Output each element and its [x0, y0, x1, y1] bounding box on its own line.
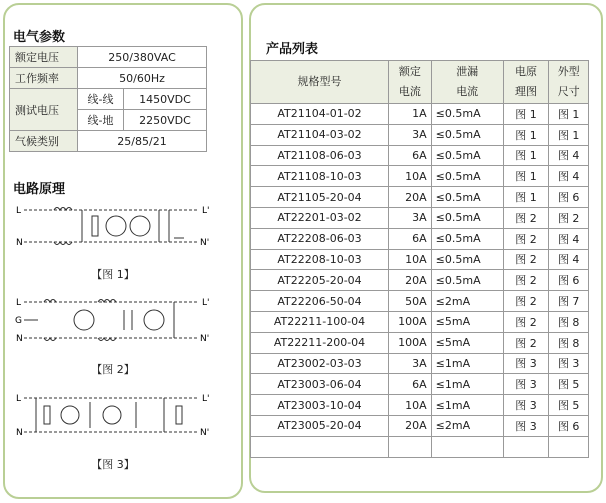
- cell-leak: ≤5mA: [431, 332, 503, 353]
- table-row: [251, 332, 589, 353]
- table-row: [251, 436, 589, 457]
- cell-diagram: [503, 436, 549, 457]
- cell-model: AT21108-06-03: [251, 145, 389, 166]
- param-label: 工作频率: [10, 68, 78, 89]
- cell-model: AT22201-03-02: [251, 207, 389, 228]
- cell-model: [251, 436, 389, 457]
- cell-size: 图 8: [549, 332, 589, 353]
- table-row: [251, 415, 589, 436]
- cell-leak: [431, 436, 503, 457]
- cell-diagram: 图 2: [503, 332, 549, 353]
- cell-leak: ≤0.5mA: [431, 104, 503, 125]
- cell-leak: ≤0.5mA: [431, 187, 503, 208]
- params-table: [9, 46, 207, 152]
- cell-diagram: 图 3: [503, 395, 549, 416]
- cell-leak: ≤0.5mA: [431, 207, 503, 228]
- cell-model: AT23002-03-03: [251, 353, 389, 374]
- params-row: [10, 68, 207, 89]
- param-label: 测试电压: [10, 89, 78, 131]
- header-model: 规格型号: [251, 61, 389, 104]
- param-value: 250/380VAC: [78, 47, 207, 68]
- table-row: [251, 166, 589, 187]
- cell-leak: ≤0.5mA: [431, 228, 503, 249]
- table-row: [251, 374, 589, 395]
- cell-model: AT21105-20-04: [251, 187, 389, 208]
- cell-size: 图 4: [549, 228, 589, 249]
- param-value: 2250VDC: [124, 110, 207, 131]
- cell-leak: ≤0.5mA: [431, 145, 503, 166]
- cell-diagram: 图 3: [503, 374, 549, 395]
- cell-leak: ≤0.5mA: [431, 166, 503, 187]
- cell-size: 图 5: [549, 374, 589, 395]
- table-row: [251, 124, 589, 145]
- cell-current: 3A: [389, 207, 432, 228]
- param-value: 50/60Hz: [78, 68, 207, 89]
- cell-diagram: 图 3: [503, 353, 549, 374]
- circuit-diagram-1: [14, 198, 214, 254]
- cell-model: AT21104-03-02: [251, 124, 389, 145]
- cell-diagram: 图 1: [503, 187, 549, 208]
- cell-model: AT22208-06-03: [251, 228, 389, 249]
- cell-model: AT22211-100-04: [251, 311, 389, 332]
- terminal-label: L: [16, 206, 22, 216]
- terminal-label: N: [16, 238, 23, 248]
- cell-model: AT22205-20-04: [251, 270, 389, 291]
- cell-leak: ≤2mA: [431, 291, 503, 312]
- cell-size: 图 8: [549, 311, 589, 332]
- cell-current: 20A: [389, 187, 432, 208]
- cell-model: AT23005-20-04: [251, 415, 389, 436]
- cell-model: AT22206-50-04: [251, 291, 389, 312]
- table-row: [251, 311, 589, 332]
- cell-current: 20A: [389, 415, 432, 436]
- cell-model: AT21108-10-03: [251, 166, 389, 187]
- circuit-diagram-3: [14, 388, 214, 444]
- param-label: 气候类别: [10, 131, 78, 152]
- cell-size: 图 6: [549, 415, 589, 436]
- terminal-label: N': [200, 238, 210, 248]
- cell-diagram: 图 1: [503, 166, 549, 187]
- table-row: [251, 395, 589, 416]
- param-value: 1450VDC: [124, 89, 207, 110]
- cell-current: 100A: [389, 311, 432, 332]
- figure-label-1: 【图 1】: [91, 268, 135, 281]
- cell-current: 3A: [389, 124, 432, 145]
- cell-current: 20A: [389, 270, 432, 291]
- cell-model: AT23003-10-04: [251, 395, 389, 416]
- cell-diagram: 图 1: [503, 145, 549, 166]
- cell-current: 50A: [389, 291, 432, 312]
- cell-size: 图 1: [549, 104, 589, 125]
- cell-current: 10A: [389, 395, 432, 416]
- terminal-label: L': [202, 394, 210, 404]
- cell-model: AT22211-200-04: [251, 332, 389, 353]
- table-row: [251, 145, 589, 166]
- table-row: [251, 104, 589, 125]
- cell-model: AT23003-06-04: [251, 374, 389, 395]
- table-row: [251, 249, 589, 270]
- cell-current: 10A: [389, 249, 432, 270]
- circuit-diagram-2: [14, 292, 214, 348]
- table-row: [251, 187, 589, 208]
- header-leak: 泄漏 电流: [431, 61, 503, 104]
- terminal-label: N: [16, 334, 23, 344]
- cell-size: 图 4: [549, 249, 589, 270]
- figure-label-2: 【图 2】: [91, 363, 135, 376]
- cell-current: 6A: [389, 145, 432, 166]
- param-sub-label: 线-线: [78, 89, 124, 110]
- params-row: [10, 89, 207, 110]
- cell-leak: ≤0.5mA: [431, 124, 503, 145]
- products-title: 产品列表: [266, 42, 319, 57]
- cell-size: 图 1: [549, 124, 589, 145]
- cell-size: 图 3: [549, 353, 589, 374]
- params-row: [10, 131, 207, 152]
- circuit-title: 电路原理: [13, 182, 66, 197]
- cell-current: 100A: [389, 332, 432, 353]
- cell-size: [549, 436, 589, 457]
- cell-size: 图 7: [549, 291, 589, 312]
- cell-diagram: 图 2: [503, 291, 549, 312]
- header-diagram: 电原 理图: [503, 61, 549, 104]
- cell-current: [389, 436, 432, 457]
- table-row: [251, 270, 589, 291]
- param-label: 额定电压: [10, 47, 78, 68]
- params-row: [10, 47, 207, 68]
- cell-diagram: 图 1: [503, 104, 549, 125]
- terminal-label: L': [202, 298, 210, 308]
- cell-current: 3A: [389, 353, 432, 374]
- terminal-label: L: [16, 394, 22, 404]
- terminal-label: N': [200, 334, 210, 344]
- terminal-label: N: [16, 428, 23, 438]
- terminal-label: G: [15, 316, 22, 326]
- params-title: 电气参数: [13, 30, 66, 45]
- cell-diagram: 图 2: [503, 249, 549, 270]
- cell-size: 图 4: [549, 145, 589, 166]
- cell-leak: ≤1mA: [431, 395, 503, 416]
- cell-diagram: 图 1: [503, 124, 549, 145]
- cell-current: 1A: [389, 104, 432, 125]
- cell-diagram: 图 2: [503, 228, 549, 249]
- table-row: [251, 291, 589, 312]
- header-current: 额定 电流: [389, 61, 432, 104]
- cell-size: 图 2: [549, 207, 589, 228]
- cell-size: 图 4: [549, 166, 589, 187]
- products-header-row: [251, 61, 589, 104]
- table-row: [251, 353, 589, 374]
- cell-current: 10A: [389, 166, 432, 187]
- cell-model: AT21104-01-02: [251, 104, 389, 125]
- param-value: 25/85/21: [78, 131, 207, 152]
- cell-size: 图 5: [549, 395, 589, 416]
- terminal-label: N': [200, 428, 210, 438]
- cell-diagram: 图 2: [503, 311, 549, 332]
- products-table: [250, 60, 589, 458]
- cell-leak: ≤1mA: [431, 353, 503, 374]
- param-sub-label: 线-地: [78, 110, 124, 131]
- figure-label-3: 【图 3】: [91, 458, 135, 471]
- cell-size: 图 6: [549, 187, 589, 208]
- cell-model: AT22208-10-03: [251, 249, 389, 270]
- cell-leak: ≤5mA: [431, 311, 503, 332]
- terminal-label: L: [16, 298, 22, 308]
- table-row: [251, 207, 589, 228]
- cell-diagram: 图 2: [503, 207, 549, 228]
- cell-current: 6A: [389, 228, 432, 249]
- cell-leak: ≤0.5mA: [431, 249, 503, 270]
- cell-diagram: 图 2: [503, 270, 549, 291]
- terminal-label: L': [202, 206, 210, 216]
- cell-leak: ≤2mA: [431, 415, 503, 436]
- cell-current: 6A: [389, 374, 432, 395]
- table-row: [251, 228, 589, 249]
- cell-size: 图 6: [549, 270, 589, 291]
- cell-leak: ≤1mA: [431, 374, 503, 395]
- header-size: 外型 尺寸: [549, 61, 589, 104]
- cell-diagram: 图 3: [503, 415, 549, 436]
- cell-leak: ≤0.5mA: [431, 270, 503, 291]
